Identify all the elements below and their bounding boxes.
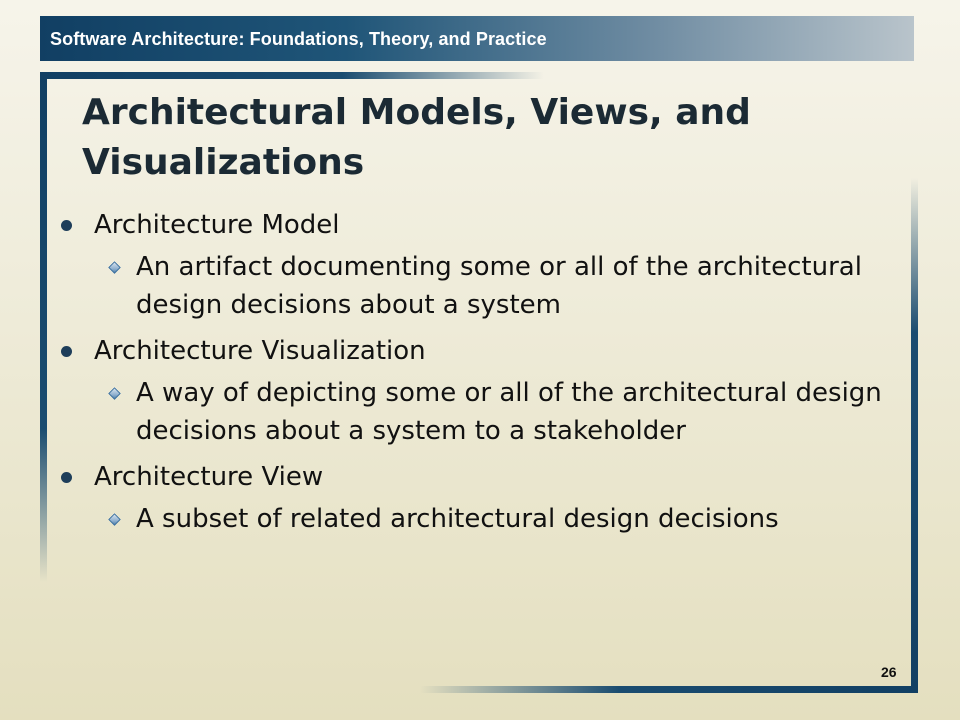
bullet-text: Architecture Visualization — [94, 336, 426, 366]
sub-bullet-item — [58, 248, 898, 324]
bullet-text: Architecture View — [94, 462, 324, 492]
page-number: 26 — [881, 664, 897, 680]
bullet-dot-icon — [61, 220, 72, 231]
bullet-dot-icon — [61, 472, 72, 483]
frame-top-border — [40, 72, 544, 79]
sub-bullet-text: An artifact documenting some or all of the architectural design decisions about a system — [136, 252, 862, 320]
bullet-text: Architecture Model — [94, 210, 340, 240]
frame-right-border — [911, 178, 918, 693]
frame-left-border — [40, 72, 47, 582]
bullet-item — [58, 206, 898, 244]
slide-title: Architectural Models, Views, and Visualizations — [82, 92, 751, 183]
diamond-bullet-icon — [108, 513, 121, 526]
course-title: Software Architecture: Foundations, Theory, and Practice — [50, 29, 547, 49]
sub-bullet-item — [58, 374, 898, 450]
sub-bullet-text: A way of depicting some or all of the architectural design decisions about a system to a stakeholder — [136, 378, 882, 446]
sub-bullet-item — [58, 500, 898, 538]
diamond-bullet-icon — [108, 261, 121, 274]
bullet-item — [58, 332, 898, 370]
bullet-item — [58, 458, 898, 496]
bullet-dot-icon — [61, 346, 72, 357]
sub-bullet-text: A subset of related architectural design decisions — [136, 504, 779, 534]
frame-bottom-border — [420, 686, 918, 693]
bullet-list — [58, 206, 898, 538]
diamond-bullet-icon — [108, 387, 121, 400]
